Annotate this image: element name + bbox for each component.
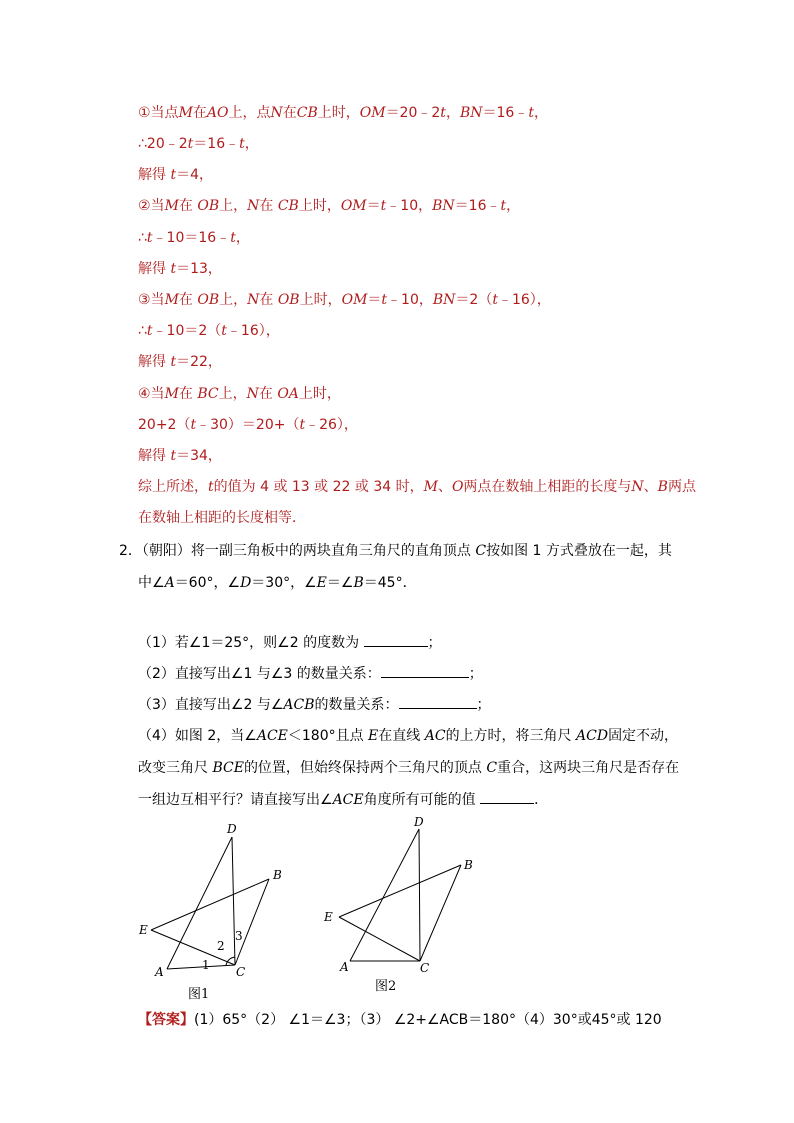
solution-line-6: 解得 t＝13，: [138, 261, 222, 277]
solution-line-9: 解得 t＝22，: [138, 354, 222, 370]
fig2-caption: 图2: [375, 979, 397, 994]
fig1-label-c: C: [236, 965, 246, 979]
fig2-label-c: C: [420, 961, 430, 975]
solution-line-5: ∴t﹣10＝16﹣t，: [138, 230, 250, 246]
solution-line-4: ②当M在 OB上，N在 CB上时，OM＝t﹣10，BN＝16﹣t，: [138, 198, 521, 214]
question-2: （2）直接写出∠1 与∠3 的数量关系： ；: [138, 663, 483, 684]
solution-line-3: 解得 t＝4，: [138, 167, 214, 183]
fig1-label-b: B: [273, 868, 282, 882]
question-4-line-1: （4）如图 2，当∠ACE＜180°且点 E在直线 AC的上方时，将三角尺 ACD固定不动，: [138, 728, 679, 744]
fig1-label-3: 3: [235, 929, 243, 943]
fig1-label-1: 1: [202, 958, 210, 972]
solution-line-7: ③当M在 OB上，N在 OB上时，OM＝t﹣10，BN＝2（t﹣16），: [138, 292, 551, 308]
question-1: （1）若∠1＝25°，则∠2 的度数为 ；: [138, 632, 442, 653]
fig1-angle-arc: [226, 957, 235, 965]
solution-line-8: ∴t﹣10＝2（t﹣16），: [138, 323, 280, 339]
answer-tag: 【答案】: [138, 1012, 194, 1028]
solution-line-13: 综上所述，t的值为 4 或 13 或 22 或 34 时，M、O两点在数轴上相距的长度与N、B两点: [138, 479, 696, 495]
fig2-label-e: E: [324, 910, 333, 924]
fig1-line-ac: [167, 965, 235, 969]
solution-line-12: 解得 t＝34，: [138, 448, 222, 464]
question-3: （3）直接写出∠2 与∠ACB的数量关系： ；: [138, 694, 491, 715]
fig1-caption: 图1: [188, 987, 210, 1002]
fig2-label-d: D: [414, 815, 424, 829]
question-4-line-2: 改变三角尺 BCE的位置，但始终保持两个三角尺的顶点 C重合，这两块三角尺是否存在: [138, 760, 680, 776]
fig2-line-dc: [419, 829, 420, 961]
problem-line-1: 2．（朝阳）将一副三角板中的两块直角三角尺的直角顶点 C按如图 1 方式叠放在一起，其: [119, 543, 672, 559]
fig2-line-eb: [339, 865, 461, 917]
solution-line-14: 在数轴上相距的长度相等．: [138, 510, 306, 526]
fig2-line-ec: [339, 917, 420, 961]
answer-line: [138, 1010, 662, 1030]
fig1-line-dc: [232, 837, 235, 965]
solution-line-2: ∴20﹣2t＝16﹣t，: [138, 136, 259, 152]
fig1-label-a: A: [155, 965, 164, 979]
solution-line-10: ④当M在 BC上，N在 OA上时，: [138, 386, 341, 402]
fig1-label-d: D: [227, 822, 237, 836]
solution-line-1: ①当点M在AO上，点N在CB上时，OM＝20﹣2t，BN＝16﹣t，: [138, 105, 548, 121]
solution-line-11: 20+2（t﹣30）＝20+（t﹣26），: [138, 417, 358, 433]
question-4-line-3: 一组边互相平行？请直接写出∠ACE角度所有可能的值 ．: [138, 789, 548, 810]
fig1-label-e: E: [139, 923, 148, 937]
fig2-label-a: A: [340, 960, 349, 974]
answer-text: (1）65°（2） ∠1＝∠3；（3） ∠2+∠ACB＝180°（4）30°或45°或 120: [194, 1012, 662, 1028]
fig2-label-b: B: [464, 858, 473, 872]
problem-line-2: 中∠A＝60°，∠D＝30°，∠E＝∠B＝45°．: [138, 575, 417, 591]
fig1-label-2: 2: [217, 939, 225, 953]
fig1-line-eb: [151, 879, 269, 930]
